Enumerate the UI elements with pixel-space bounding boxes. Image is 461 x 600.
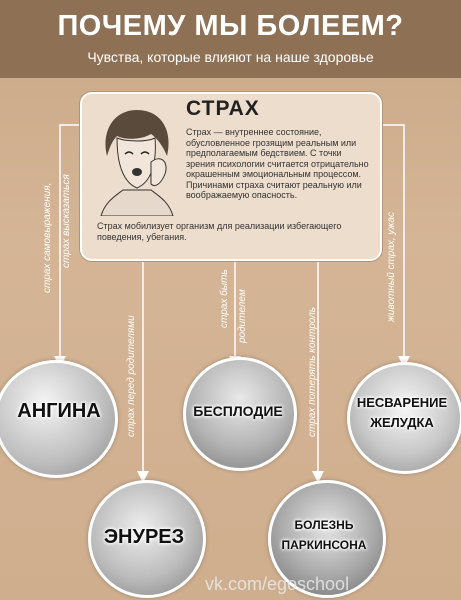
watermark: vk.com/egoschool [205,574,350,594]
card-definition-text: Страх — внутреннее состояние, обусловленное грозящим реальным или предполагаемым бедствием. С точки зрения психологии считается отрицательно окрашенным эмоциональным процессом. Причинами страха считают реальную или воображаемую опасность. [186,127,369,200]
label-self-expression: страх самовыражения, [42,182,53,293]
card-footer-text: Страх мобилизует организм для реализации избегающего поведения, убегания. [97,221,342,242]
page-subtitle: Чувства, которые влияют на наше здоровье [87,49,374,65]
label-be-parent-1: страх быть [219,269,230,328]
label-parents: страх перед родителями [126,315,137,437]
label-lose-control: страх потерять контроль [307,306,318,437]
disease-indigestion-line2: ЖЕЛУДКА [370,415,434,430]
disease-angina: АНГИНА [17,400,101,422]
disease-parkinson-line1: БОЛЕЗНЬ [294,518,354,532]
disease-parkinson-line2: ПАРКИНСОНА [281,538,367,552]
header-banner [0,0,461,78]
disease-infertility: БЕСПЛОДИЕ [193,403,283,419]
disease-indigestion-line1: НЕСВАРЕНИЕ [356,395,448,410]
page-title: ПОЧЕМУ МЫ БОЛЕЕМ? [57,10,404,42]
disease-enuresis: ЭНУРЕЗ [103,526,185,548]
card-title: СТРАХ [186,97,260,120]
label-speak-out: страх высказаться [61,174,72,268]
label-be-parent-2: родителем [237,289,248,343]
label-animal-fear: животный страх, ужас [386,212,397,322]
frightened-woman-illustration [95,104,179,216]
